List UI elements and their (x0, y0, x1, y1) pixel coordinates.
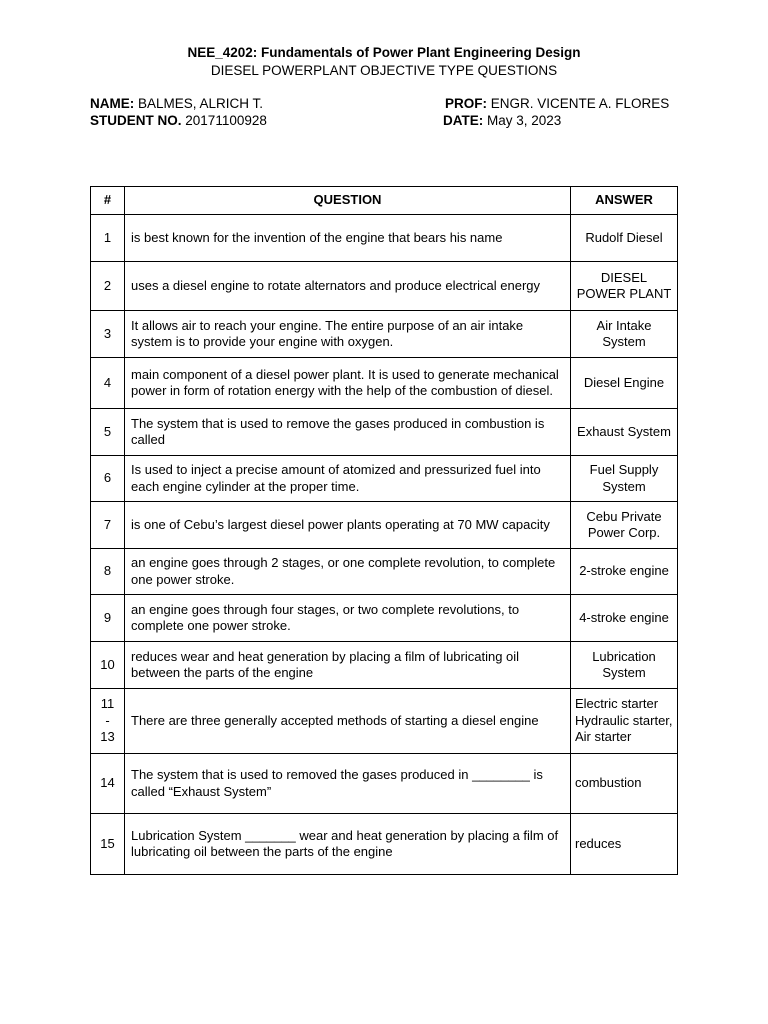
table-row (91, 595, 678, 642)
row-question: is best known for the invention of the engine that bears his name (125, 215, 571, 262)
date-field (443, 113, 561, 128)
student-no-value: 20171100928 (185, 113, 267, 128)
row-question: Is used to inject a precise amount of atomized and pressurized fuel into each engine cylinder at the proper time. (125, 456, 571, 502)
table-header-row (91, 187, 678, 215)
table-row (91, 642, 678, 689)
row-number: 3 (91, 311, 125, 358)
table-row (91, 215, 678, 262)
row-question: The system that is used to remove the gases produced in combustion is called (125, 409, 571, 456)
table-row (91, 689, 678, 754)
row-answer: 2-stroke engine (571, 549, 678, 595)
row-number: 10 (91, 642, 125, 689)
table-row (91, 409, 678, 456)
name-field (90, 96, 263, 111)
row-number: 7 (91, 502, 125, 549)
row-question: an engine goes through four stages, or two complete revolutions, to complete one power stroke. (125, 595, 571, 642)
row-answer: Cebu Private Power Corp. (571, 502, 678, 549)
table-row (91, 549, 678, 595)
header-number: # (91, 187, 125, 215)
row-question: is one of Cebu’s largest diesel power plants operating at 70 MW capacity (125, 502, 571, 549)
table-row (91, 262, 678, 311)
row-question: an engine goes through 2 stages, or one complete revolution, to complete one power stroke. (125, 549, 571, 595)
row-question: Lubrication System _______ wear and heat generation by placing a film of lubricating oil between the parts of the engine (125, 814, 571, 875)
row-answer: Fuel Supply System (571, 456, 678, 502)
table-row (91, 456, 678, 502)
date-value: May 3, 2023 (487, 113, 562, 128)
row-number: 14 (91, 754, 125, 814)
row-question: main component of a diesel power plant. It is used to generate mechanical power in form of rotation energy with the help of the combustion of diesel. (125, 358, 571, 409)
row-number: 6 (91, 456, 125, 502)
name-value: BALMES, ALRICH T. (138, 96, 264, 111)
row-answer: DIESEL POWER PLANT (571, 262, 678, 311)
name-label: NAME: (90, 96, 135, 111)
header-answer: ANSWER (571, 187, 678, 215)
row-question: It allows air to reach your engine. The entire purpose of an air intake system is to provide your engine with oxygen. (125, 311, 571, 358)
row-answer: Rudolf Diesel (571, 215, 678, 262)
document-subtitle: DIESEL POWERPLANT OBJECTIVE TYPE QUESTIONS (210, 63, 558, 78)
row-number: 1 (91, 215, 125, 262)
row-number: 9 (91, 595, 125, 642)
table-row (91, 311, 678, 358)
row-answer: Electric starter Hydraulic starter, Air starter (571, 689, 678, 754)
row-answer: Diesel Engine (571, 358, 678, 409)
row-question: reduces wear and heat generation by placing a film of lubricating oil between the parts of the engine (125, 642, 571, 689)
row-number: 2 (91, 262, 125, 311)
row-question: There are three generally accepted methods of starting a diesel engine (125, 689, 571, 754)
row-number: 4 (91, 358, 125, 409)
table-row (91, 502, 678, 549)
row-number: 8 (91, 549, 125, 595)
prof-value: ENGR. VICENTE A. FLORES (490, 96, 670, 111)
row-answer: Exhaust System (571, 409, 678, 456)
questions-table (90, 186, 678, 875)
row-number: 11 - 13 (91, 689, 125, 754)
student-no-field (90, 113, 267, 128)
row-number: 5 (91, 409, 125, 456)
student-no-label: STUDENT NO. (90, 113, 182, 128)
header-question: QUESTION (125, 187, 571, 215)
table-row (91, 814, 678, 875)
row-question: uses a diesel engine to rotate alternators and produce electrical energy (125, 262, 571, 311)
row-answer: combustion (571, 754, 678, 814)
row-answer: reduces (571, 814, 678, 875)
row-answer: Air Intake System (571, 311, 678, 358)
row-answer: Lubrication System (571, 642, 678, 689)
row-question: The system that is used to removed the gases produced in ________ is called “Exhaust System” (125, 754, 571, 814)
row-answer: 4-stroke engine (571, 595, 678, 642)
table-row (91, 754, 678, 814)
date-label: DATE: (443, 113, 484, 128)
row-number: 15 (91, 814, 125, 875)
table-row (91, 358, 678, 409)
prof-field (445, 96, 669, 111)
course-title: NEE_4202: Fundamentals of Power Plant Engineering Design (187, 45, 581, 60)
prof-label: PROF: (445, 96, 487, 111)
